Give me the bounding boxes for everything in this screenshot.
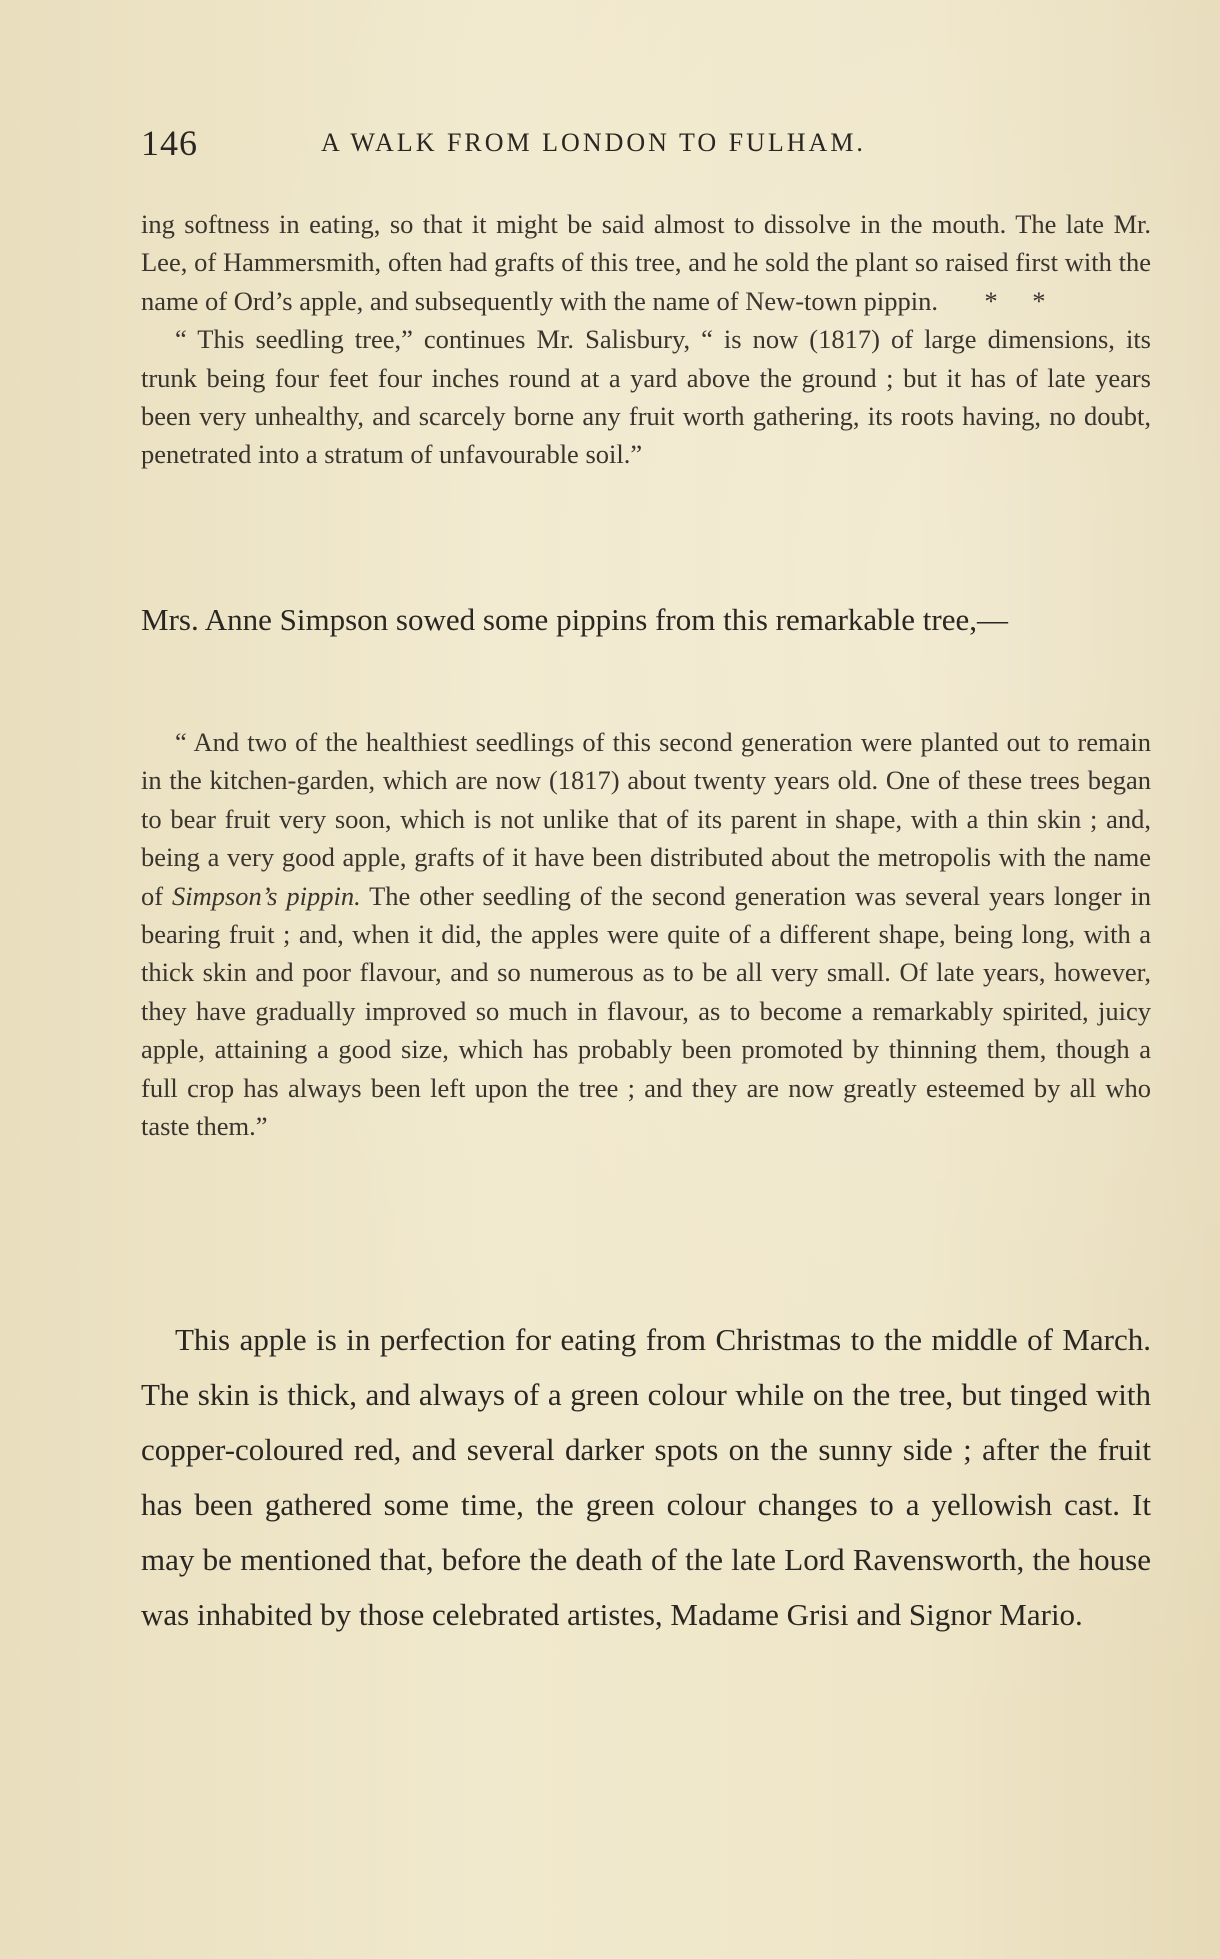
page-header: [141, 122, 981, 170]
body-text: Mrs. Anne Simpson sowed some pippins from this remarkable tree,—: [141, 602, 1009, 637]
italic-apple-name: Simpson’s pippin.: [171, 880, 361, 911]
ellipsis-stars: * *: [984, 285, 1060, 316]
quote-text: “ And two of the healthiest seedlings of this second generation were planted out to remain in the kitchen-garden, which are now (1817) about twenty years old. One of these trees began to bear fruit very soon, which is not unlike that of its parent in shape, with a thin skin ; and, being a very good apple, grafts of it have been distributed about the metropolis with the name of: [141, 727, 1151, 911]
quote-text: ing softness in eating, so that it might be said almost to dissolve in the mouth. The late Mr. Lee, of Hammersmith, often had grafts of this tree, and he sold the plant so raised first with the name of Ord’s apple, and subsequently with the name of New-town pippin.: [141, 209, 1151, 316]
quote-paragraph: “ This seedling tree,” continues Mr. Salisbury, “ is now (1817) of large dimensions, its trunk being four feet four inches round at a yard above the ground ; but it has of late years been very unhealthy, and scarcely borne any fruit worth gathering, its roots having, no doubt, penetrated into a stratum of unfavourable soil.”: [141, 324, 1151, 470]
body-paragraph-2: [141, 1312, 1151, 1642]
body-text: This apple is in perfection for eating from Christmas to the middle of March. The skin is thick, and always of a green colour while on the tree, but tinged with copper-coloured red, and several darker spots on the sunny side ; after the fruit has been gathered some time, the green colour changes to a yellowish cast. It may be mentioned that, before the death of the late Lord Ravensworth, the house was inhabited by those celebrated artistes, Madame Grisi and Signor Mario.: [141, 1322, 1151, 1632]
running-title: A WALK FROM LONDON TO FULHAM.: [321, 128, 866, 157]
body-paragraph-1: [141, 592, 1151, 647]
quoted-passage-1: [141, 205, 1151, 474]
quote-text: The other seedling of the second generation was several years longer in bearing fruit ; and, when it did, the apples were quite of a different shape, being long, with a thick skin and poor flavour, and so numerous as to be all very small. Of late years, however, they have gradually improved so much in flavour, as to become a remarkably spirited, juicy apple, attaining a good size, which has probably been promoted by thinning them, though a full crop has always been left upon the tree ; and they are now greatly esteemed by all who taste them.”: [141, 880, 1152, 1142]
quote-paragraph: [141, 205, 1151, 320]
page-number: 146: [141, 123, 198, 163]
quoted-passage-2: [141, 723, 1151, 1145]
quote-paragraph: [141, 723, 1151, 1145]
